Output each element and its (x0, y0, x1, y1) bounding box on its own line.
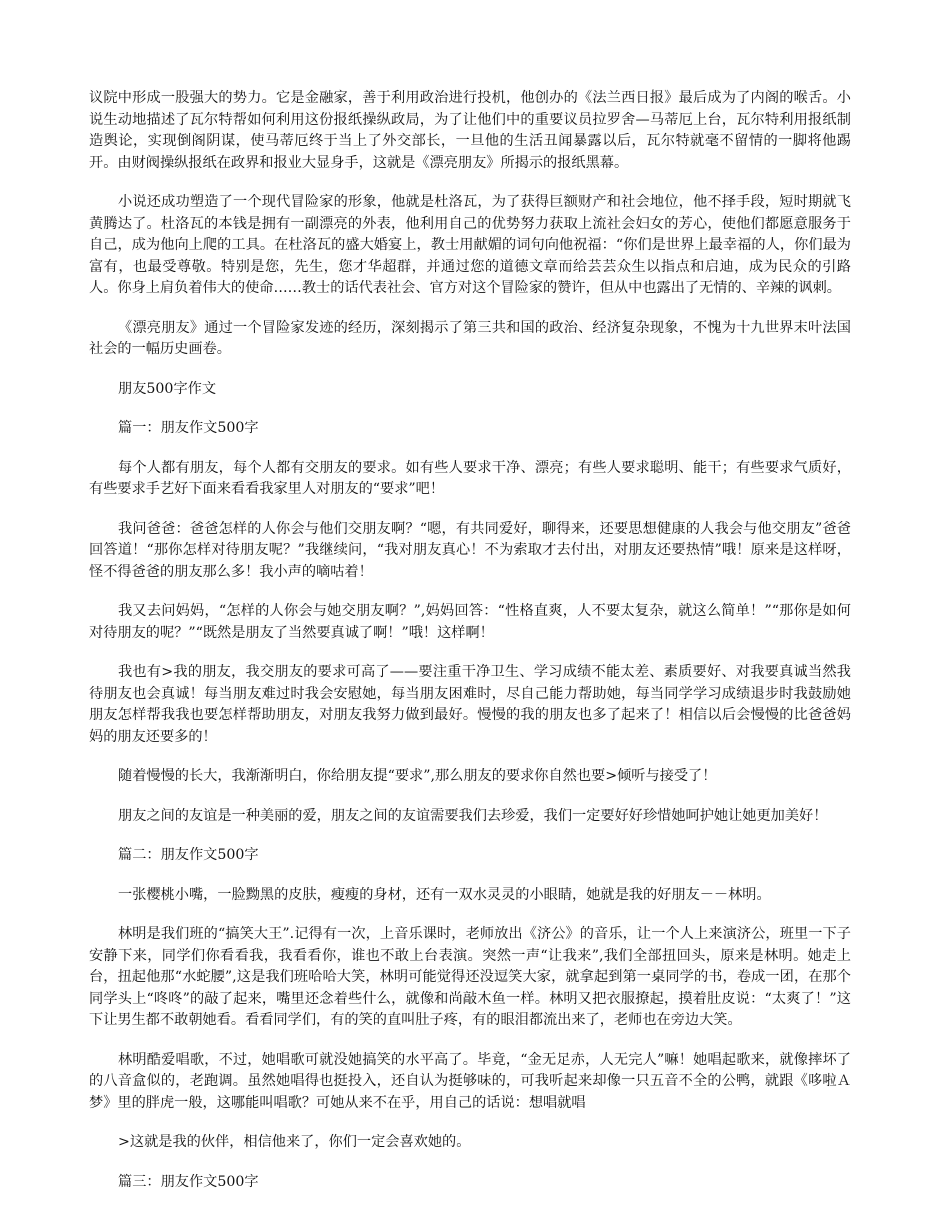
paragraph-8: 随着慢慢的长大，我渐渐明白，你给朋友提“要求”,那么朋友的要求你自然也要>倾听与接受了！ (118, 768, 717, 784)
paragraph-7: 我也有>我的朋友，我交朋友的要求可高了——要注重干净卫生、学习成绩不能太差、素质要好、对我要真诚当然我待朋友也会真诚！每当朋友难过时我会安慰她，每当朋友困难时，尽自己能力帮助她，每当同学学习成绩退步时我鼓励她朋友怎样帮我我也要怎样帮助朋友，对朋友我努力做到最好。慢慢的我的朋友也多了起来了！相信以后会慢慢的比爸爸妈妈的朋友还要多的！ (89, 664, 851, 745)
paragraph-5: 我问爸爸：爸爸怎样的人你会与他们交朋友啊？“嗯，有共同爱好，聊得来，还要思想健康的人我会与他交朋友”爸爸回答道！“那你怎样对待朋友呢？”我继续问，“我对朋友真心！不为索取才去付出，对朋友还要热情”哦！原来是这样呀，怪不得爸爸的朋友那么多！我小声的嘀咕着！ (89, 520, 851, 580)
paragraph-2: 小说还成功塑造了一个现代冒险家的形象，他就是杜洛瓦，为了获得巨额财产和社会地位，他不择手段，短时期就飞黄腾达了。杜洛瓦的本钱是拥有一副漂亮的外表，他利用自己的优势努力获取上流社会妇女的芳心，使他们都愿意服务于自己，成为他向上爬的工具。在杜洛瓦的盛大婚宴上，教士用献媚的词句向他祝福：“你们是世界上最幸福的人，你们最为富有，也最受尊敬。特别是您，先生，您才华超群，并通过您的道德文章而给芸芸众生以指点和启迪，成为民众的引路人。你身上肩负着伟大的使命……教士的话代表社会、官方对这个冒险家的赞许，但从中也露出了无情的、辛辣的讽刺。 (89, 194, 851, 296)
section-heading-1: 篇一：朋友作文500字 (118, 420, 259, 436)
paragraph-12: 林明酷爱唱歌，不过，她唱歌可就没她搞笑的水平高了。毕竟，“金无足赤，人无完人”嘛！她唱起歌来，就像摔坏了的八音盒似的，老跑调。虽然她唱得也挺投入，还自认为挺够味的，可我听起来却像一只五音不全的公鸭，就跟《哆啦Ａ梦》里的胖虎一般，这哪能叫唱歌？可她从来不在乎，用自己的话说：想唱就唱 (89, 1051, 851, 1111)
paragraph-10: 一张樱桃小嘴，一脸黝黑的皮肤，瘦瘦的身材，还有一双水灵灵的小眼睛，她就是我的好朋友－－林明。 (118, 886, 771, 903)
paragraph-1: 议院中形成一股强大的势力。它是金融家，善于利用政治进行投机，他创办的《法兰西日报》最后成为了内阁的喉舌。小说生动地描述了瓦尔特帮如何利用这份报纸操纵政局，为了让他们中的重要议员拉罗舍—马蒂厄上台，瓦尔特利用报纸制造舆论，实现倒阁阴谋，使马蒂厄终于当上了外交部长，一旦他的生活丑闻暴露以后，瓦尔特就毫不留情的一脚将他踢开。由财阀操纵报纸在政界和报业大显身手，这就是《漂亮朋友》所揭示的报纸黑幕。 (89, 90, 851, 171)
paragraph-13: >这就是我的伙伴，相信他来了，你们一定会喜欢她的。 (118, 1134, 471, 1150)
paragraph-11: 林明是我们班的“搞笑大王”.记得有一次，上音乐课时，老师放出《济公》的音乐，让一个人上来演济公，班里一下子安静下来，同学们你看看我，我看看你，谁也不敢上台表演。突然一声“让我来”,我们全部扭回头，原来是林明。她走上台，扭起他那“水蛇腰”,这是我们班哈哈大笑，林明可能觉得还没逗笑大家，就拿起到第一桌同学的书，卷成一团，在那个同学头上“咚咚”的敲了起来，嘴里还念着些什么，就像和尚敲木鱼一样。林明又把衣服撩起，摸着肚皮说：“太爽了！”这下让男生都不敢朝她看。看看同学们，有的笑的直叫肚子疼，有的眼泪都流出来了，老师也在旁边大笑。 (89, 926, 851, 1028)
paragraph-4: 每个人都有朋友，每个人都有交朋友的要求。如有些人要求干净、漂亮；有些人要求聪明、能干；有些要求气质好，有些要求手艺好下面来看看我家里人对朋友的“要求”吧！ (89, 459, 851, 497)
section-heading-2: 篇二：朋友作文500字 (118, 847, 259, 863)
section-heading-3: 篇三：朋友作文500字 (118, 1173, 259, 1190)
document-page (89, 88, 851, 1211)
paragraph-3: 《漂亮朋友》通过一个冒险家发迹的经历，深刻揭示了第三共和国的政治、经济复杂现象，不愧为十九世界末叶法国社会的一幅历史画卷。 (89, 319, 851, 357)
paragraph-9: 朋友之间的友谊是一种美丽的爱，朋友之间的友谊需要我们去珍爱，我们一定要好好珍惜她呵护她让她更加美好！ (118, 807, 828, 824)
article-title: 朋友500字作文 (118, 380, 217, 397)
paragraph-6: 我又去问妈妈，“怎样的人你会与她交朋友啊？”,妈妈回答：“性格直爽，人不要太复杂，就这么简单！”“那你是如何对待朋友的呢？”“既然是朋友了当然要真诚了啊！”哦！这样啊！ (89, 603, 851, 641)
